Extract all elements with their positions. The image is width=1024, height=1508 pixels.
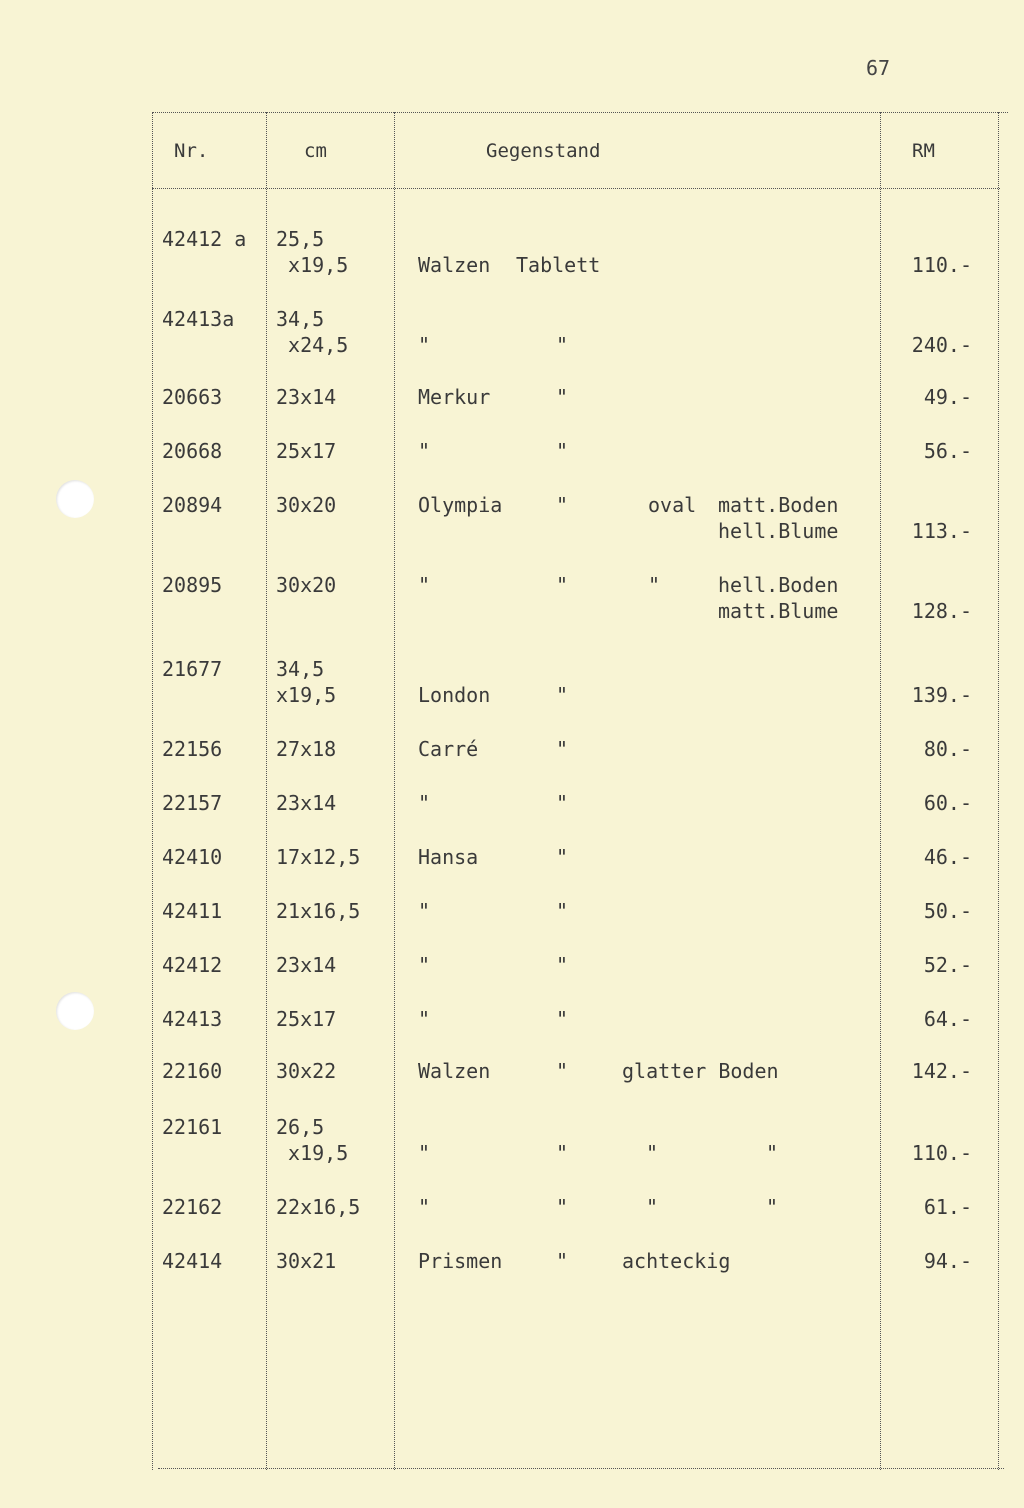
cell-gegenstand: Walzen <box>418 253 491 277</box>
cell-rm: 240.- <box>911 333 972 357</box>
cell-cm: 26,5 <box>276 1115 325 1139</box>
cell-gegenstand: Olympia <box>418 493 503 517</box>
punch-hole <box>56 992 94 1030</box>
cell-rm: 110.- <box>911 1141 972 1165</box>
cell-cm: 30x20 <box>276 573 337 597</box>
cell-extra: glatter Boden <box>622 1059 779 1083</box>
cell-ditto: " <box>556 333 569 357</box>
cell-ditto: " <box>556 953 569 977</box>
cell-nr: 20894 <box>162 493 223 517</box>
cell-nr: 22162 <box>162 1195 223 1219</box>
cell-extra: " <box>648 573 661 597</box>
cell-ditto: " <box>556 573 569 597</box>
cell-ditto: " <box>556 845 569 869</box>
cell-nr: 42414 <box>162 1249 223 1273</box>
cell-ditto: " <box>556 683 569 707</box>
header-bottom-border <box>152 188 1000 190</box>
cell-nr: 21677 <box>162 657 223 681</box>
cell-description: hell.Boden <box>718 573 839 597</box>
cell-cm: 30x21 <box>276 1249 337 1273</box>
cell-description: matt.Blume <box>718 599 839 623</box>
cell-gegenstand: " <box>418 899 431 923</box>
cell-gegenstand: Hansa <box>418 845 479 869</box>
header-rm: RM <box>912 140 935 162</box>
cell-gegenstand: Merkur <box>418 385 491 409</box>
cell-cm: 23x14 <box>276 385 337 409</box>
cell-rm: 94.- <box>923 1249 972 1273</box>
cell-rm: 139.- <box>911 683 972 707</box>
cell-gegenstand: " <box>418 573 431 597</box>
cell-gegenstand: " <box>418 953 431 977</box>
cell-rm: 52.- <box>923 953 972 977</box>
cell-cm: x19,5 <box>276 683 337 707</box>
cell-cm: 21x16,5 <box>276 899 361 923</box>
cell-nr: 42410 <box>162 845 223 869</box>
cell-cm: 34,5 <box>276 307 325 331</box>
cell-ditto: " <box>556 737 569 761</box>
cell-ditto: " <box>556 1059 569 1083</box>
column-divider <box>152 112 154 1470</box>
cell-cm: 34,5 <box>276 657 325 681</box>
cell-gegenstand: " <box>418 791 431 815</box>
cell-cm: x24,5 <box>276 333 349 357</box>
cell-ditto: " <box>556 1249 569 1273</box>
cell-ditto: " <box>556 1007 569 1031</box>
cell-gegenstand: " <box>418 439 431 463</box>
cell-extra: " <box>646 1195 659 1219</box>
cell-gegenstand: " <box>418 1007 431 1031</box>
cell-rm: 49.- <box>923 385 972 409</box>
cell-cm: x19,5 <box>276 253 349 277</box>
cell-rm: 64.- <box>923 1007 972 1031</box>
cell-nr: 42412 <box>162 953 223 977</box>
cell-cm: 25x17 <box>276 439 337 463</box>
cell-ditto: Tablett <box>516 253 601 277</box>
cell-description: hell.Blume <box>718 519 839 543</box>
cell-gegenstand: " <box>418 1195 431 1219</box>
cell-cm: 30x20 <box>276 493 337 517</box>
cell-gegenstand: London <box>418 683 491 707</box>
cell-cm: x19,5 <box>276 1141 349 1165</box>
cell-cm: 27x18 <box>276 737 337 761</box>
cell-cm: 25,5 <box>276 227 325 251</box>
cell-rm: 50.- <box>923 899 972 923</box>
cell-nr: 20895 <box>162 573 223 597</box>
cell-ditto: " <box>556 791 569 815</box>
header-gegenstand: Gegenstand <box>486 140 601 162</box>
cell-ditto: " <box>556 439 569 463</box>
cell-nr: 20663 <box>162 385 223 409</box>
column-divider <box>266 112 268 1470</box>
cell-extra: " <box>766 1195 779 1219</box>
cell-nr: 42413 <box>162 1007 223 1031</box>
cell-cm: 22x16,5 <box>276 1195 361 1219</box>
cell-cm: 30x22 <box>276 1059 337 1083</box>
cell-extra: " <box>646 1141 659 1165</box>
cell-nr: 42413a <box>162 307 235 331</box>
cell-cm: 23x14 <box>276 791 337 815</box>
cell-rm: 113.- <box>911 519 972 543</box>
cell-rm: 61.- <box>923 1195 972 1219</box>
cell-rm: 128.- <box>911 599 972 623</box>
cell-description: matt.Boden <box>718 493 839 517</box>
cell-rm: 142.- <box>911 1059 972 1083</box>
cell-nr: 22156 <box>162 737 223 761</box>
header-cm: cm <box>304 140 327 162</box>
header-nr: Nr. <box>174 140 209 162</box>
cell-cm: 25x17 <box>276 1007 337 1031</box>
cell-nr: 22160 <box>162 1059 223 1083</box>
cell-gegenstand: Prismen <box>418 1249 503 1273</box>
column-divider <box>394 112 396 1470</box>
cell-ditto: " <box>556 1195 569 1219</box>
cell-ditto: " <box>556 493 569 517</box>
cell-gegenstand: Carré <box>418 737 479 761</box>
cell-nr: 22161 <box>162 1115 223 1139</box>
cell-rm: 110.- <box>911 253 972 277</box>
cell-ditto: " <box>556 1141 569 1165</box>
cell-rm: 56.- <box>923 439 972 463</box>
cell-cm: 23x14 <box>276 953 337 977</box>
cell-nr: 42411 <box>162 899 223 923</box>
cell-cm: 17x12,5 <box>276 845 361 869</box>
cell-nr: 42412 a <box>162 227 247 251</box>
cell-extra: oval <box>648 493 697 517</box>
cell-ditto: " <box>556 899 569 923</box>
page-number: 67 <box>866 56 891 80</box>
cell-rm: 80.- <box>923 737 972 761</box>
cell-ditto: " <box>556 385 569 409</box>
column-divider <box>998 112 1000 1470</box>
cell-gegenstand: Walzen <box>418 1059 491 1083</box>
cell-gegenstand: " <box>418 1141 431 1165</box>
cell-nr: 20668 <box>162 439 223 463</box>
cell-nr: 22157 <box>162 791 223 815</box>
cell-extra: " <box>766 1141 779 1165</box>
cell-rm: 46.- <box>923 845 972 869</box>
cell-extra: achteckig <box>622 1249 731 1273</box>
cell-gegenstand: " <box>418 333 431 357</box>
punch-hole <box>56 480 94 518</box>
cell-rm: 60.- <box>923 791 972 815</box>
table-bottom-border <box>158 1468 1004 1470</box>
